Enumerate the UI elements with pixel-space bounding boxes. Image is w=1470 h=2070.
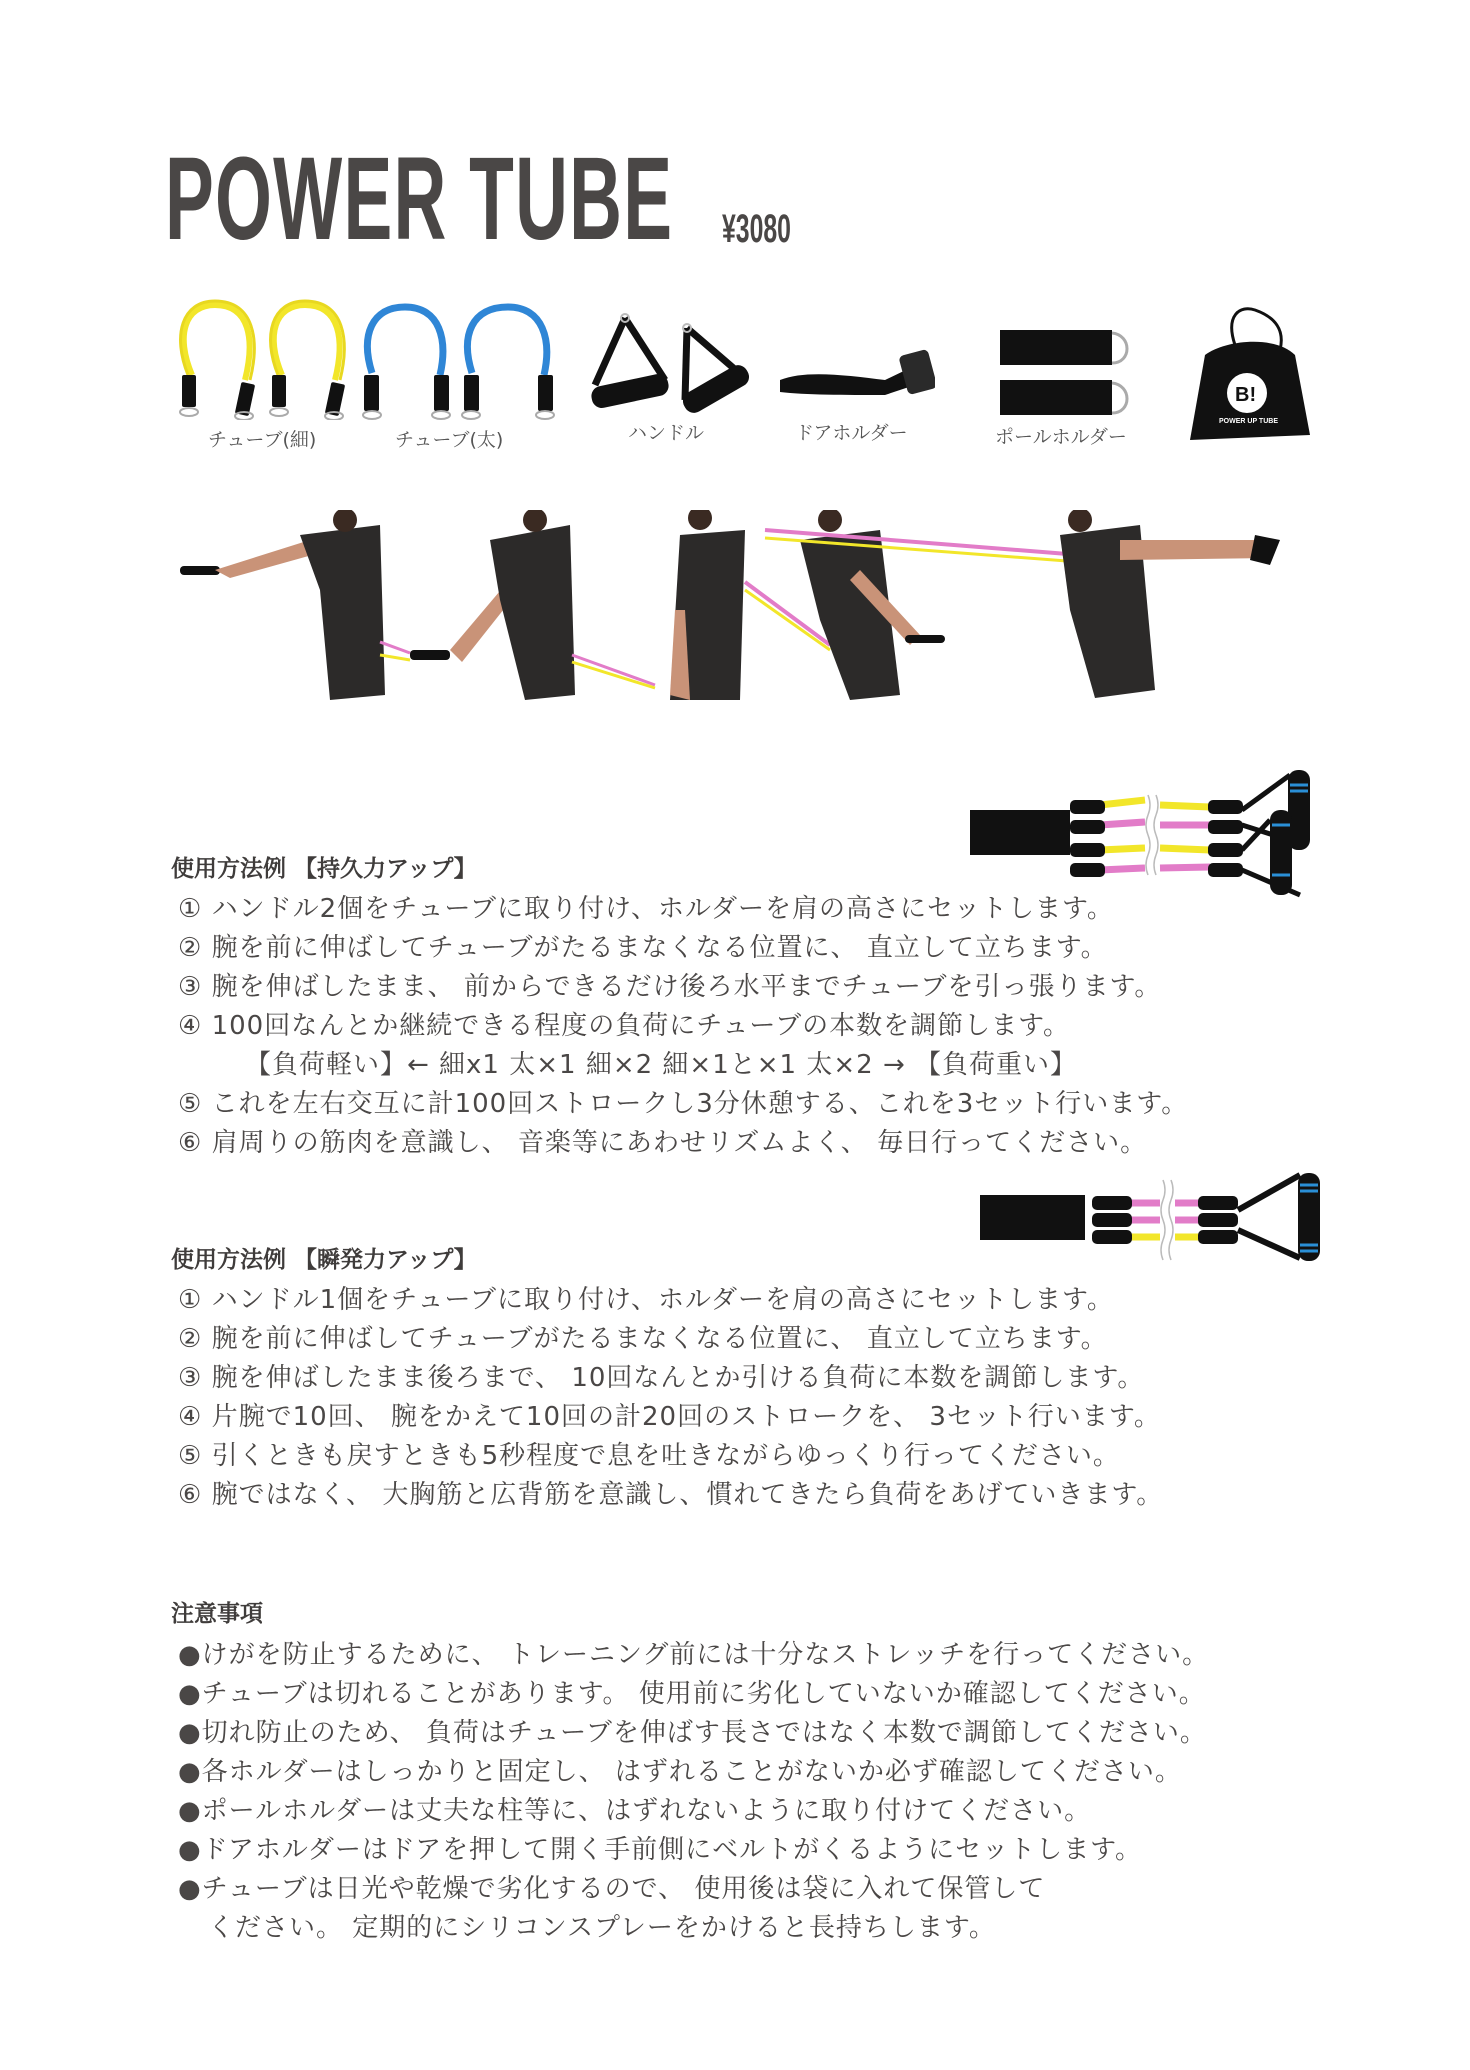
pole-holder-image-icon — [990, 325, 1135, 420]
caption-pole-holder: ポールホルダー — [995, 426, 1127, 448]
explosive-step-2: ② 腕を前に伸ばしてチューブがたるまなくなる位置に、 直立して立ちます。 — [178, 1324, 1108, 1354]
endurance-step-3: ③ 腕を伸ばしたまま、 前からできるだけ後ろ水平までチューブを引っ張ります。 — [178, 972, 1162, 1002]
caution-item-3: ●切れ防止のため、 負荷はチューブを伸ばす長さではなく本数で調節してください。 — [178, 1718, 1207, 1748]
endurance-heading: 使用方法例 【持久力アップ】 — [171, 856, 477, 882]
endurance-step-2: ② 腕を前に伸ばしてチューブがたるまなくなる位置に、 直立して立ちます。 — [178, 933, 1108, 963]
explosive-step-3: ③ 腕を伸ばしたまま後ろまで、 10回なんとか引ける負荷に本数を調節します。 — [178, 1363, 1145, 1393]
explosive-setup-image — [980, 1170, 1340, 1265]
product-tubes-thick — [360, 295, 565, 420]
caution-item-1: ●けがを防止するために、 トレーニング前には十分なストレッチを行ってください。 — [178, 1640, 1210, 1670]
exercise-sequence-image-icon — [180, 510, 1320, 710]
product-tubes-thin — [170, 295, 360, 420]
handles-image-icon — [585, 310, 760, 415]
price-label: ¥3080 — [722, 207, 791, 251]
svg-text:POWER UP TUBE: POWER UP TUBE — [1219, 418, 1278, 425]
caution-item-2: ●チューブは切れることがあります。 使用前に劣化していないか確認してください。 — [178, 1679, 1206, 1709]
caution-item-7: ●チューブは日光や乾燥で劣化するので、 使用後は袋に入れて保管して — [178, 1874, 1046, 1904]
product-door-holder — [775, 340, 935, 410]
thick-tubes-image-icon — [360, 295, 565, 420]
svg-text:B!: B! — [1235, 384, 1257, 406]
explosive-step-6: ⑥ 腕ではなく、 大胸筋と広背筋を意識し、慣れてきたら負荷をあげていきます。 — [178, 1480, 1164, 1510]
page-title: POWER TUBE — [165, 133, 674, 265]
exercise-demo-photos — [180, 510, 1320, 710]
endurance-setup-image — [970, 765, 1330, 900]
endurance-load-scale: 【負荷軽い】← 細x1 太×1 細×2 細×1と×1 太×2 → 【負荷重い】 — [245, 1050, 1077, 1080]
explosive-tube-setup-icon — [980, 1170, 1340, 1265]
endurance-tube-setup-icon — [970, 765, 1330, 900]
explosive-step-1: ① ハンドル1個をチューブに取り付け、ホルダーを肩の高さにセットします。 — [178, 1285, 1114, 1315]
product-handles — [585, 310, 760, 415]
door-holder-image-icon — [775, 340, 935, 410]
caption-tube-thick: チューブ(太) — [395, 429, 504, 451]
endurance-step-5: ⑤ これを左右交互に計100回ストロークし3分休憩する、これを3セット行います。 — [178, 1089, 1189, 1119]
caution-item-5: ●ポールホルダーは丈夫な柱等に、はずれないように取り付けてください。 — [178, 1796, 1092, 1826]
caution-item-4: ●各ホルダーはしっかりと固定し、 はずれることがないか必ず確認してください。 — [178, 1757, 1182, 1787]
caption-handle: ハンドル — [628, 422, 705, 444]
explosive-step-5: ⑤ 引くときも戻すときも5秒程度で息を吐きながらゆっくり行ってください。 — [178, 1441, 1120, 1471]
product-pole-holder — [990, 325, 1135, 420]
caution-item-6: ●ドアホルダーはドアを押して開く手前側にベルトがくるようにセットします。 — [178, 1835, 1143, 1865]
caution-item-7-cont: ください。 定期的にシリコンスプレーをかけると長持ちします。 — [208, 1913, 996, 1943]
explosive-heading: 使用方法例 【瞬発力アップ】 — [171, 1247, 477, 1273]
thin-tubes-image-icon — [170, 295, 360, 420]
caption-door-holder: ドアホルダー — [795, 422, 908, 444]
endurance-step-6: ⑥ 肩周りの筋肉を意識し、 音楽等にあわせリズムよく、 毎日行ってください。 — [178, 1128, 1148, 1158]
carry-bag-image-icon — [1185, 305, 1315, 445]
explosive-step-4: ④ 片腕で10回、 腕をかえて10回の計20回のストロークを、 3セット行います。 — [178, 1402, 1161, 1432]
cautions-heading: 注意事項 — [171, 1601, 263, 1627]
endurance-step-1: ① ハンドル2個をチューブに取り付け、ホルダーを肩の高さにセットします。 — [178, 894, 1114, 924]
endurance-step-4: ④ 100回なんとか継続できる程度の負荷にチューブの本数を調節します。 — [178, 1011, 1071, 1041]
caption-tube-thin: チューブ(細) — [208, 429, 317, 451]
product-carry-bag — [1185, 305, 1315, 445]
